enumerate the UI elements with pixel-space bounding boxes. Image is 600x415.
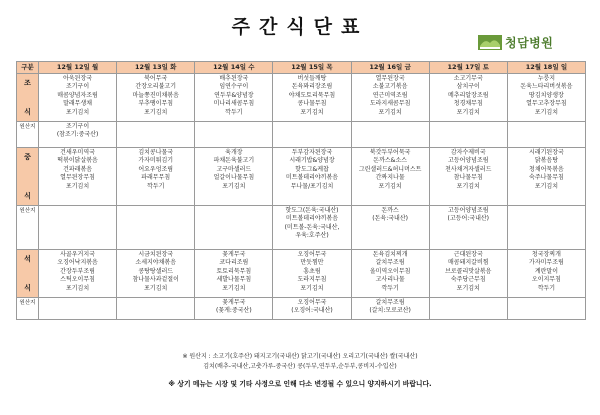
menu-item: 토토리묵무침 [216, 267, 252, 275]
origin-label [17, 206, 39, 250]
menu-cell [195, 250, 273, 298]
menu-item: 미트볼데리야끼볶음 [285, 174, 339, 182]
menu-cell [351, 74, 429, 122]
menu-item: 포기김치 [456, 108, 480, 116]
menu-item: 갈치무조림 [375, 259, 405, 267]
origin-cell [273, 206, 351, 250]
menu-item: 조기구이 [65, 83, 90, 91]
menu-item: 포기김치 [222, 284, 246, 292]
menu-item: 소불고기볶음 [372, 83, 408, 91]
menu-cell [351, 148, 429, 206]
meal-row [17, 74, 586, 122]
menu-item: 삼치구이 [456, 83, 480, 91]
menu-item: 오징어낙지볶음 [57, 259, 98, 267]
menu-item: 마늘쫑진미채볶음 [132, 91, 179, 99]
menu-cell [507, 250, 585, 298]
menu-item: 시금치된장국 [138, 251, 174, 258]
menu-item: 스틱오이무침 [60, 276, 95, 284]
meal-label [17, 74, 39, 122]
origin-item: 갈치무조림 [375, 299, 405, 306]
menu-item: 청경채무침 [453, 100, 483, 108]
meal-label-char: 석 [24, 254, 31, 263]
menu-item: 도라지무침 [297, 276, 327, 284]
menu-item: 연근미역조림 [372, 91, 408, 99]
header-row [17, 62, 586, 74]
menu-cell [429, 148, 507, 206]
header-corner: 구분 [17, 62, 39, 74]
menu-item: 돈육김치찌개 [372, 251, 408, 258]
menu-item: 콩탕탕샐러드 [138, 267, 174, 275]
menu-item: 땅김치양생장 [529, 91, 564, 99]
menu-cell [195, 74, 273, 122]
change-notice: ※ 상기 메뉴는 시장 및 기타 사정으로 인해 다소 변경될 수 있으니 양지하시기 바랍니다. [168, 380, 432, 388]
menu-item: 무나물/포기김치 [290, 182, 334, 190]
menu-item: 포기김치 [378, 182, 402, 190]
header-day: 12월 17일 토 [429, 62, 507, 74]
origin-item: 고등어양념조림 [447, 207, 489, 214]
meal-label-char: 중 [24, 152, 31, 161]
origin-item: (참조기:중국산) [56, 131, 99, 139]
menu-item: 고사리나물 [375, 276, 405, 284]
menu-item: 소고기무국 [453, 75, 483, 82]
menu-item: 숙주당근무침 [450, 276, 486, 284]
menu-item: 오이지무침 [531, 276, 561, 284]
menu-item: 깍두기 [225, 108, 243, 116]
origin-cell [507, 206, 585, 250]
menu-item: 가자미무조림 [529, 259, 564, 267]
menu-cell [39, 74, 117, 122]
origin-cell [273, 298, 351, 320]
menu-item: 포기김치 [65, 108, 90, 116]
menu-cell [117, 74, 195, 122]
origin-label [17, 122, 39, 148]
menu-item: 고구마샐러드 [216, 165, 252, 173]
menu-cell [117, 250, 195, 298]
header-day: 12월 13일 화 [117, 62, 195, 74]
meal-label-char: 식 [24, 192, 31, 201]
menu-item: 포기김치 [378, 108, 402, 116]
menu-item: 건새우미역국 [60, 149, 95, 156]
menu-item: 메추리알장조림 [447, 91, 489, 99]
menu-item: 열무고추장무침 [526, 100, 567, 108]
header-day: 12월 15일 목 [273, 62, 351, 74]
menu-item: 버섯들깨탕 [297, 75, 327, 82]
menu-item: 오징어무국 [297, 251, 327, 258]
menu-item: 계란말이 [534, 267, 559, 275]
menu-item: 포기김치 [222, 182, 246, 190]
origin-notes [0, 352, 600, 371]
menu-item: 흥초림 [303, 267, 321, 275]
logo-text: 청담병원 [505, 36, 554, 50]
origin-note-line: ※ 원산지 : 소고기(호주산) 돼지고기(국내산) 닭고기(국내산) 오리고기(국내산) 쌀(국내산) [182, 353, 418, 360]
menu-item: 닭볶음탕 [534, 157, 559, 165]
origin-cell [117, 122, 195, 148]
meal-label-char: 조 [24, 78, 31, 87]
menu-item: 두부감자된장국 [291, 149, 333, 156]
menu-cell [351, 250, 429, 298]
menu-item: 소세지야채볶음 [135, 259, 176, 267]
menu-item: 세발나물무침 [216, 276, 252, 284]
menu-cell [507, 148, 585, 206]
menu-item: 포기김치 [534, 182, 559, 190]
menu-item: 열무된장무침 [60, 174, 95, 182]
page-title: 주간식단표 [231, 16, 369, 38]
menu-item: 포기김치 [144, 108, 168, 116]
menu-item: 포기김치 [144, 284, 168, 292]
origin-row [17, 122, 586, 148]
origin-cell [429, 298, 507, 320]
menu-item: 포기김치 [65, 284, 90, 292]
header-day: 12월 12일 월 [39, 62, 117, 74]
menu-item: 북어무국 [144, 75, 168, 82]
menu-item: 시래기된장국 [529, 149, 564, 156]
menu-cell [429, 74, 507, 122]
menu-item: 아욱된장국 [63, 75, 93, 82]
menu-item: 깍두기 [381, 284, 399, 292]
menu-item: 감자수제비국 [450, 149, 486, 156]
menu-item: 포기김치 [300, 284, 324, 292]
origin-label-text: 원산지 [19, 300, 36, 306]
origin-cell [195, 122, 273, 148]
menu-item: 브로콜리맛살볶음 [445, 267, 492, 275]
origin-cell [507, 298, 585, 320]
origin-item: 오징어무국 [297, 299, 327, 306]
origin-cell [39, 122, 117, 148]
menu-cell [507, 74, 585, 122]
menu-item: 파래무무침 [141, 174, 171, 182]
menu-item: 북갓두부어묵국 [369, 149, 411, 156]
menu-item: 열무된장국 [375, 75, 405, 82]
origin-cell [351, 122, 429, 148]
meal-row [17, 148, 586, 206]
menu-item: 가자미튀김기 [138, 157, 174, 165]
origin-item: (갈치:모로코산) [369, 307, 411, 315]
menu-item: 깍두기 [537, 284, 556, 292]
menu-cell [273, 74, 351, 122]
menu-cell [429, 250, 507, 298]
menu-item: 건파래볶음 [63, 165, 93, 173]
menu-item: 매콤양념자조림 [57, 91, 98, 99]
menu-item: 사골우거지국 [60, 251, 95, 258]
origin-label-text: 원산지 [19, 124, 36, 130]
origin-cell [273, 122, 351, 148]
origin-cell [195, 206, 273, 250]
origin-item: 꽃게무국 [222, 299, 246, 306]
menu-item: 포기김치 [456, 284, 480, 292]
menu-item: 매콤돼지갈비찜 [447, 259, 489, 267]
menu-item: 청국장찌개 [531, 251, 561, 258]
hospital-logo [478, 34, 553, 51]
origin-item: (미트볼-돈육:국내산, [284, 223, 340, 231]
origin-cell [429, 122, 507, 148]
origin-item: (돈육:국내산) [372, 215, 408, 223]
menu-cell [273, 148, 351, 206]
menu-item: 파채돈육불고기 [213, 157, 255, 165]
menu-item: 배추된장국 [219, 75, 249, 82]
menu-item: 임연수구이 [219, 83, 249, 91]
menu-item: 참나물사과겉절이 [132, 276, 179, 284]
menu-item: 말래무생채 [63, 100, 93, 108]
menu-table [16, 61, 586, 320]
menu-item: 시래기밥&양념장 [289, 157, 335, 165]
menu-item: 부추땡이무침 [138, 100, 174, 108]
origin-item: 돈까스 [381, 207, 399, 214]
menu-item: 포기김치 [456, 182, 480, 190]
header-day: 12월 16일 금 [351, 62, 429, 74]
origin-label [17, 298, 39, 320]
menu-cell [39, 148, 117, 206]
menu-cell [39, 250, 117, 298]
menu-item: 미나리새콤무침 [213, 100, 255, 108]
meal-label-char: 식 [24, 108, 31, 117]
menu-item: 간짜지나물 [375, 174, 405, 182]
origin-cell [507, 122, 585, 148]
menu-item: 김치콩나물국 [138, 149, 174, 156]
origin-cell [429, 206, 507, 250]
menu-item: 청채어묵볶음 [529, 165, 564, 173]
origin-item: 조기구이 [65, 123, 90, 130]
menu-item: 만둣찜만 [300, 259, 324, 267]
menu-item: 콩나물무침 [297, 100, 327, 108]
menu-item: 핫도그&케찹 [295, 165, 329, 173]
origin-cell [351, 298, 429, 320]
menu-item: 도라지새콤무침 [369, 100, 411, 108]
origin-cell [117, 206, 195, 250]
menu-item: 육개장 [225, 149, 243, 156]
menu-item: 돈까스&소스 [373, 157, 407, 165]
menu-item: 간장두부조림 [60, 267, 95, 275]
menu-cell [273, 250, 351, 298]
menu-item: 올미역오이무침 [369, 267, 411, 275]
origin-cell [195, 298, 273, 320]
origin-item: 우육:호주산) [295, 232, 329, 240]
menu-item: 근대된장국 [453, 251, 483, 258]
menu-item: 돈육느타리버섯볶음 [520, 83, 573, 91]
menu-item: 누룽지 [537, 75, 556, 82]
menu-item: 포기김치 [65, 182, 90, 190]
menu-item: 숙주나물무침 [529, 174, 564, 182]
menu-item: 돈육꽈리장조림 [291, 83, 333, 91]
menu-item: 천사채겨자샐러드 [445, 165, 492, 173]
origin-item: (오징어:국내산) [291, 307, 333, 315]
menu-item: 떡볶이닭살볶음 [57, 157, 98, 165]
origin-row [17, 298, 586, 320]
menu-cell [195, 148, 273, 206]
menu-item: 고등어양념조림 [447, 157, 489, 165]
header-day: 12월 14일 수 [195, 62, 273, 74]
origin-item: (고등어:국내산) [447, 215, 490, 223]
origin-note-line: 김치(배추-국내산,고춧가루-중국산) 콩(두부,연두부,순두부,콩비지-수입산) [203, 362, 397, 370]
origin-cell [39, 298, 117, 320]
menu-item: 얼갈이나물무침 [213, 174, 255, 182]
menu-item: 포기김치 [300, 108, 324, 116]
menu-cell [117, 148, 195, 206]
menu-item: 야채도토리묵무침 [288, 91, 336, 99]
menu-item: 포기김치 [534, 108, 559, 116]
origin-item: 미트볼데리야끼볶음 [285, 215, 339, 223]
meal-label [17, 148, 39, 206]
origin-item: 핫도그(돈육:국내산) [285, 207, 339, 214]
origin-cell [39, 206, 117, 250]
menu-item: 간장오리불고기 [135, 83, 176, 91]
meal-label [17, 250, 39, 298]
menu-item: 코다리조림 [219, 259, 249, 267]
menu-item: 그린샐러드&허니머스트 [358, 165, 422, 173]
origin-cell [117, 298, 195, 320]
logo-mark-icon [478, 35, 502, 50]
menu-item: 깍두기 [147, 182, 165, 190]
menu-item: 참나물무침 [453, 174, 483, 182]
origin-row [17, 206, 586, 250]
origin-cell [351, 206, 429, 250]
meal-label-char: 식 [24, 284, 31, 293]
meal-row [17, 250, 586, 298]
menu-item: 연두부&양념장 [214, 91, 254, 99]
origin-item: (꽃게:중국산) [216, 307, 252, 315]
origin-label-text: 원산지 [19, 208, 36, 214]
menu-item: 꽃게무국 [222, 251, 246, 258]
header-day: 12월 18일 일 [507, 62, 585, 74]
menu-item: 어요우엉조림 [138, 165, 174, 173]
